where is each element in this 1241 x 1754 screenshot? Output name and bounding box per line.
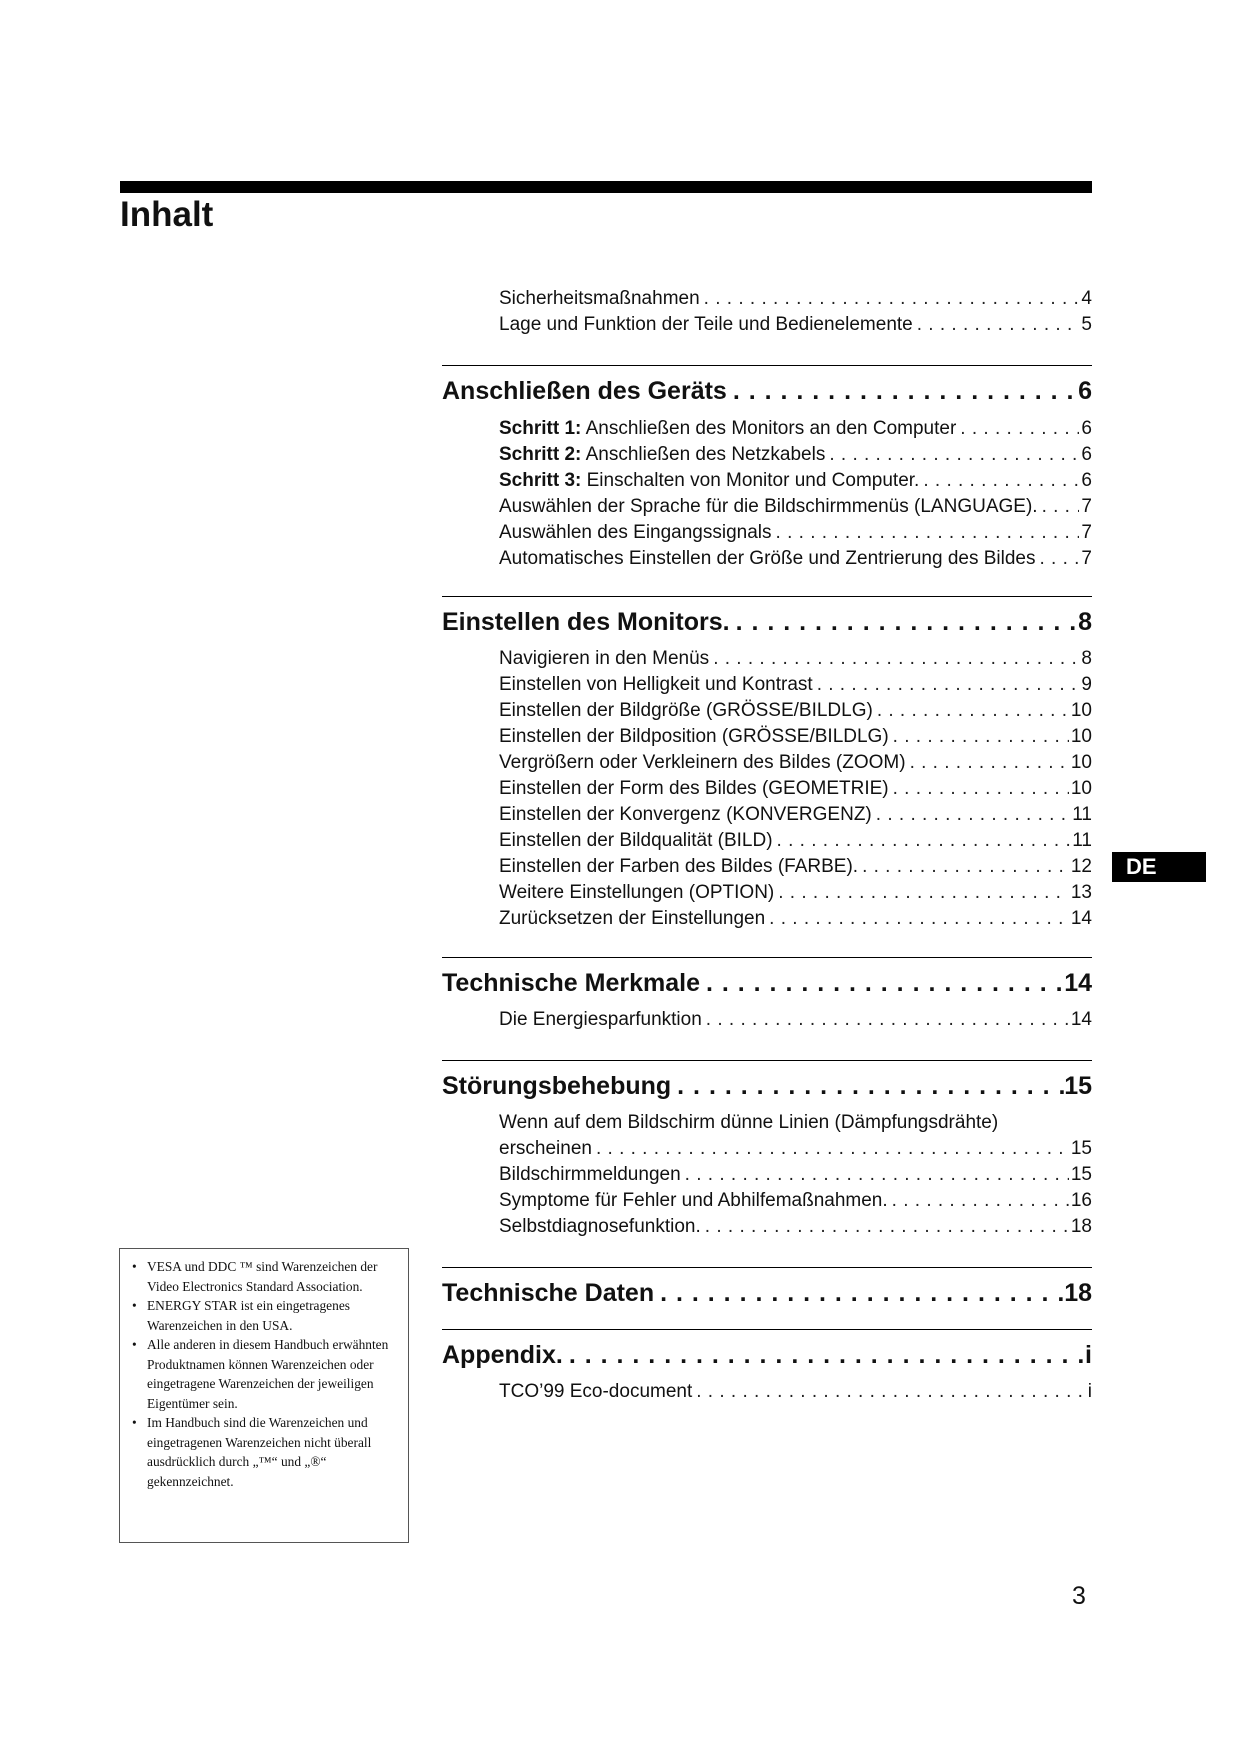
toc-entry-label: Bildschirmmeldungen	[499, 1164, 681, 1185]
toc-entry[interactable]	[499, 440, 1092, 466]
section-heading[interactable]	[442, 1330, 1092, 1370]
toc-entry-label: Zurücksetzen der Einstellungen	[499, 908, 766, 929]
section-page: 15	[1064, 1072, 1092, 1100]
toc-entry-label: Einstellen der Form des Bildes (GEOMETRIE)	[499, 778, 889, 799]
step-label: Schritt 1:	[499, 418, 582, 439]
toc-entry-page: 18	[1070, 1216, 1092, 1237]
toc-entry-text: Einschalten von Monitor und Computer.	[581, 470, 920, 491]
toc-entry[interactable]	[499, 1108, 1092, 1134]
section-page: 6	[1078, 377, 1092, 405]
toc-entry-label: Wenn auf dem Bildschirm dünne Linien (Dämpfungsdrähte)	[499, 1112, 999, 1133]
trademark-notice	[119, 1248, 409, 1543]
toc-entry[interactable]	[499, 852, 1092, 878]
toc-entry[interactable]	[499, 1186, 1092, 1212]
toc-entry-label: Navigieren in den Menüs	[499, 648, 710, 669]
trademark-item: • Alle anderen in diesem Handbuch erwähnten Produktnamen können Warenzeichen oder eingetragene Warenzeichen der jeweiligen Eigentümer sein.	[130, 1335, 398, 1413]
section-page: 8	[1078, 608, 1092, 636]
toc-entry[interactable]	[499, 492, 1092, 518]
toc-entry-page: 15	[1070, 1138, 1092, 1159]
toc-entry-label: Vergrößern oder Verkleinern des Bildes (ZOOM)	[499, 752, 906, 773]
toc-entry-page: 7	[1081, 548, 1092, 569]
toc-entry[interactable]	[499, 284, 1092, 310]
toc-entry-label: TCO’99 Eco-document	[499, 1381, 693, 1402]
toc-entry-page: 14	[1070, 908, 1092, 929]
toc-entry-label	[499, 444, 825, 466]
toc-entry-label	[499, 418, 956, 440]
toc-entry-label: Einstellen der Bildgröße (GRÖSSE/BILDLG)	[499, 700, 873, 721]
toc-entry-page: 15	[1070, 1164, 1092, 1185]
toc-entry-text: Anschließen des Netzkabels	[581, 444, 826, 465]
section-page: i	[1085, 1341, 1092, 1369]
section-title: Technische Merkmale	[442, 969, 700, 997]
toc-entry-page: 4	[1081, 288, 1092, 309]
toc-entry[interactable]	[499, 466, 1092, 492]
toc-entry[interactable]	[499, 774, 1092, 800]
toc-entry-label: erscheinen	[499, 1138, 592, 1159]
section-title: Störungsbehebung	[442, 1072, 672, 1100]
section-entries	[499, 1377, 1092, 1403]
toc-entry-label: Lage und Funktion der Teile und Bedienelemente	[499, 314, 913, 335]
toc-entry[interactable]	[499, 696, 1092, 722]
toc-entry-page: 11	[1072, 804, 1092, 825]
toc-entry-page: 6	[1081, 444, 1092, 465]
intro-entries	[499, 284, 1092, 336]
section-title: Einstellen des Monitors.	[442, 608, 730, 636]
section-heading[interactable]	[442, 597, 1092, 637]
toc-entry-page: 10	[1070, 700, 1092, 721]
toc-entry-label: Einstellen der Konvergenz (KONVERGENZ)	[499, 804, 872, 825]
toc-entry[interactable]	[499, 1377, 1092, 1403]
toc-entry-page: 10	[1070, 778, 1092, 799]
toc-entry-page: 10	[1070, 752, 1092, 773]
toc-entry[interactable]	[499, 904, 1092, 930]
toc-entry-page: 6	[1081, 470, 1092, 491]
page-number: 3	[1072, 1582, 1086, 1610]
section-title: Technische Daten	[442, 1279, 655, 1307]
toc-entry-page: 13	[1070, 882, 1092, 903]
toc-entry-label: Weitere Einstellungen (OPTION)	[499, 882, 775, 903]
toc-entry-label: Auswählen des Eingangssignals	[499, 522, 772, 543]
toc-section-connect	[442, 365, 1092, 406]
toc-entry[interactable]	[499, 1160, 1092, 1186]
toc-entry-page: 7	[1081, 496, 1092, 517]
toc-entry[interactable]	[499, 1134, 1092, 1160]
section-title: Anschließen des Geräts	[442, 377, 727, 405]
toc-entry[interactable]	[499, 310, 1092, 336]
section-heading[interactable]	[442, 958, 1092, 998]
toc-entry-label: Sicherheitsmaßnahmen	[499, 288, 700, 309]
toc-entry-page: 5	[1081, 314, 1092, 335]
step-label: Schritt 2:	[499, 444, 582, 465]
section-heading[interactable]	[442, 1268, 1092, 1308]
toc-entry-text: Anschließen des Monitors an den Computer	[581, 418, 957, 439]
trademark-item: • ENERGY STAR ist ein eingetragenes Warenzeichen in den USA.	[130, 1296, 398, 1335]
toc-entry[interactable]	[499, 722, 1092, 748]
toc-entry-label: Einstellen der Bildqualität (BILD)	[499, 830, 773, 851]
toc-entry-label: Einstellen der Bildposition (GRÖSSE/BILDLG)	[499, 726, 889, 747]
toc-section-troubleshooting	[442, 1060, 1092, 1101]
section-heading[interactable]	[442, 366, 1092, 406]
toc-entry-label: Einstellen von Helligkeit und Kontrast	[499, 674, 813, 695]
toc-entry-page: 8	[1081, 648, 1092, 669]
toc-entry[interactable]	[499, 826, 1092, 852]
toc-entry-label	[499, 470, 919, 492]
toc-entry-label: Selbstdiagnosefunktion.	[499, 1216, 701, 1237]
section-entries	[499, 1005, 1092, 1031]
toc-section-specifications	[442, 1267, 1092, 1308]
step-label: Schritt 3:	[499, 470, 582, 491]
toc-entry-page: 9	[1081, 674, 1092, 695]
toc-section-adjust	[442, 596, 1092, 637]
section-page: 18	[1064, 1279, 1092, 1307]
toc-entry-page: 6	[1081, 418, 1092, 439]
toc-entry-label: Automatisches Einstellen der Größe und Zentrierung des Bildes	[499, 548, 1036, 569]
toc-entry-page: 12	[1070, 856, 1092, 877]
toc-entry-page: 14	[1070, 1009, 1092, 1030]
section-page: 14	[1064, 969, 1092, 997]
toc-section-appendix	[442, 1329, 1092, 1370]
trademark-item: • VESA und DDC ™ sind Warenzeichen der Video Electronics Standard Association.	[130, 1257, 398, 1296]
section-entries	[499, 1108, 1092, 1238]
toc-entry[interactable]	[499, 544, 1092, 570]
toc-entry[interactable]	[499, 670, 1092, 696]
title-rule	[120, 181, 1092, 193]
toc-entry[interactable]	[499, 748, 1092, 774]
toc-entry[interactable]	[499, 414, 1092, 440]
toc-entry-page: 7	[1081, 522, 1092, 543]
toc-entry[interactable]	[499, 1212, 1092, 1238]
toc-section-features	[442, 957, 1092, 998]
section-entries	[499, 644, 1092, 930]
section-entries	[499, 414, 1092, 570]
toc-entry-page: i	[1087, 1381, 1092, 1402]
toc-entry[interactable]	[499, 518, 1092, 544]
toc-entry[interactable]	[499, 878, 1092, 904]
toc-entry[interactable]	[499, 800, 1092, 826]
language-tab: DE	[1112, 852, 1206, 882]
toc-entry[interactable]	[499, 1005, 1092, 1031]
toc-entry-label: Die Energiesparfunktion	[499, 1009, 702, 1030]
toc-entry-page: 10	[1070, 726, 1092, 747]
toc-entry[interactable]	[499, 644, 1092, 670]
section-title: Appendix.	[442, 1341, 563, 1369]
section-heading[interactable]	[442, 1061, 1092, 1101]
toc-entry-label: Einstellen der Farben des Bildes (FARBE).	[499, 856, 859, 877]
toc-entry-page: 11	[1072, 830, 1092, 851]
toc-entry-label: Auswählen der Sprache für die Bildschirmmenüs (LANGUAGE).	[499, 496, 1038, 517]
toc-entry-page: 16	[1070, 1190, 1092, 1211]
toc-entry-label: Symptome für Fehler und Abhilfemaßnahmen.	[499, 1190, 888, 1211]
page-title: Inhalt	[120, 195, 214, 234]
trademark-item: • Im Handbuch sind die Warenzeichen und eingetragenen Warenzeichen nicht überall ausdrücklich durch „™“ und „®“ gekennzeichnet.	[130, 1413, 398, 1491]
